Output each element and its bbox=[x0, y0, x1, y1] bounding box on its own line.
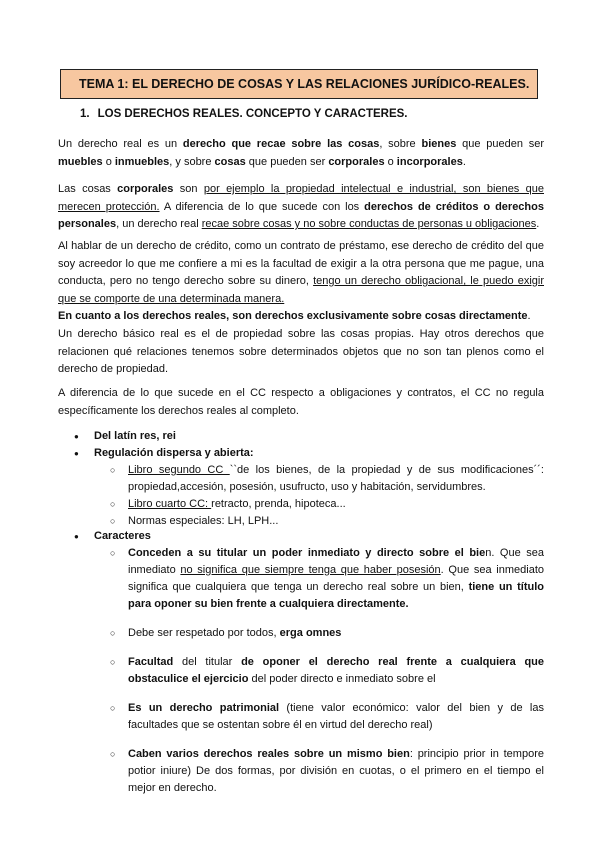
p2-text: son bbox=[173, 183, 204, 195]
sub-item-underline: no significa que siempre tenga que haber posesión bbox=[180, 564, 441, 576]
sub-item-underline: Libro segundo CC bbox=[128, 464, 230, 476]
p3-bold: En cuanto a los derechos reales, son derechos exclusivamente sobre cosas directamente bbox=[58, 310, 528, 322]
p1-text: que pueden ser bbox=[245, 155, 329, 168]
p3-underline: tengo un derecho obligacional, le puedo exigir que se comporte de una determinada manera. bbox=[58, 275, 544, 305]
sub-item-text: del poder directo e inmediato sobre el bbox=[248, 673, 436, 685]
p1-bold: incorporales bbox=[396, 155, 463, 168]
sub-list-item bbox=[94, 496, 544, 513]
bullet-text: Regulación dispersa y abierta: bbox=[94, 447, 254, 459]
p2-bold: derechos de créditos o derechos personales bbox=[58, 200, 544, 230]
p1-text: o bbox=[102, 155, 115, 168]
page-title: TEMA 1: EL DERECHO DE COSAS Y LAS RELACIONES JURÍDICO-REALES. bbox=[60, 69, 538, 99]
p3-text: Al hablar de un derecho de crédito, como un contrato de préstamo, ese derecho de crédito del que soy acreedor lo que me confiere a mi es la facultad de exigir a la otra persona que me pague, una conducta, pero no tengo derecho sobre su dinero, bbox=[58, 240, 544, 287]
sub-item-bold: Caben varios derechos reales sobre un mismo bien bbox=[128, 748, 410, 760]
section-heading-text: LOS DERECHOS REALES. CONCEPTO Y CARACTERES. bbox=[97, 108, 408, 120]
bullet-list bbox=[58, 528, 544, 809]
p1-bold: muebles bbox=[58, 155, 103, 168]
sub-list-item bbox=[94, 625, 544, 642]
sub-item-text: retracto, prenda, hipoteca... bbox=[211, 498, 346, 510]
sub-list-item bbox=[94, 545, 544, 613]
p1-text: , sobre bbox=[379, 138, 422, 150]
section-number: 1. bbox=[80, 108, 90, 120]
sub-item-underline: Libro cuarto CC: bbox=[128, 498, 212, 510]
paragraph-2 bbox=[58, 181, 544, 234]
sub-item-bold: Conceden a su titular un poder inmediato y directo sobre el bie bbox=[128, 547, 486, 559]
p1-text: o bbox=[384, 155, 397, 168]
sub-list-item bbox=[94, 746, 544, 797]
sub-item-text: Debe ser respetado por todos, bbox=[128, 627, 280, 639]
p1-text: , y sobre bbox=[169, 155, 215, 168]
sub-item-text: (tiene valor económico: valor del bien y de las facultades que se ostentan sobre él en virtud del derecho real) bbox=[128, 702, 544, 731]
p3-text: . bbox=[527, 310, 531, 322]
sub-list-item bbox=[94, 700, 544, 734]
sub-list bbox=[94, 545, 544, 797]
sub-item-bold: tiene un título para oponer su bien frente a cualquiera directamente. bbox=[128, 581, 544, 610]
sub-list-item bbox=[94, 462, 544, 496]
bullet-text: Del latín res, rei bbox=[94, 430, 176, 442]
sub-item-text: . Que sea inmediato significa que cualquiera que tenga un derecho real sobre un bien, bbox=[128, 564, 544, 593]
sub-item-bold: Facultad bbox=[128, 656, 174, 668]
section-heading bbox=[80, 108, 408, 120]
paragraph-5: A diferencia de lo que sucede en el CC respecto a obligaciones y contratos, el CC no regula específicamente los derechos reales al completo. bbox=[58, 387, 544, 417]
sub-item-text: : principio prior in tempore potior iniure) De dos formas, por división en cuotas, o el primero en el tiempo el mejor en derecho. bbox=[128, 748, 544, 794]
paragraph-4: Un derecho básico real es el de propiedad sobre las cosas propias. Hay otros derechos que relacionen qué relaciones tenemos sobre determinados objetos que no son tan plenos como el derecho de propiedad. bbox=[58, 328, 544, 375]
paragraph-1 bbox=[58, 136, 544, 171]
p2-bold: corporales bbox=[117, 183, 174, 195]
p1-text: . bbox=[462, 155, 466, 168]
p2-underline: por ejemplo la propiedad intelectual e industrial, son bienes que merecen protección. bbox=[58, 183, 544, 213]
p1-bold: bienes bbox=[421, 138, 457, 150]
p2-text: , un derecho real bbox=[116, 218, 202, 230]
sub-item-text: ``de los bienes, de la propiedad y de sus modificaciones´´: propiedad,accesión, posesión, usufructo, uso y habitación, servidumbres. bbox=[128, 464, 544, 493]
p2-underline: recae sobre cosas y no sobre conductas de personas u obligaciones bbox=[201, 218, 537, 230]
sub-item-text: Normas especiales: LH, LPH... bbox=[128, 515, 279, 527]
bullet-list bbox=[58, 428, 544, 530]
list-item bbox=[58, 428, 544, 445]
sub-item-text: del titular bbox=[173, 656, 242, 668]
p1-text: que pueden ser bbox=[456, 138, 544, 150]
sub-item-bold: de oponer el derecho real frente a cualquiera que obstaculice el ejercicio bbox=[128, 656, 545, 685]
sub-item-text: n. Que sea inmediato bbox=[128, 547, 544, 576]
list-item bbox=[58, 445, 544, 530]
p1-text: Un derecho real es un bbox=[58, 138, 183, 150]
list-item bbox=[58, 528, 544, 797]
sub-item-bold: erga omnes bbox=[279, 627, 342, 639]
p2-text: A diferencia de lo que sucede con los bbox=[159, 200, 365, 213]
sub-item-bold: Es un derecho patrimonial bbox=[128, 702, 280, 714]
p2-text: Las cosas bbox=[58, 183, 118, 195]
p1-bold: inmuebles bbox=[114, 155, 170, 168]
p1-bold: cosas bbox=[214, 155, 246, 168]
p1-bold: corporales bbox=[328, 155, 385, 168]
sub-list bbox=[94, 462, 544, 530]
sub-list-item bbox=[94, 654, 544, 688]
bullet-text: Caracteres bbox=[94, 530, 151, 542]
paragraph-3 bbox=[58, 238, 544, 326]
p1-bold: derecho que recae sobre las cosas bbox=[182, 138, 380, 150]
p2-text: . bbox=[536, 218, 540, 230]
